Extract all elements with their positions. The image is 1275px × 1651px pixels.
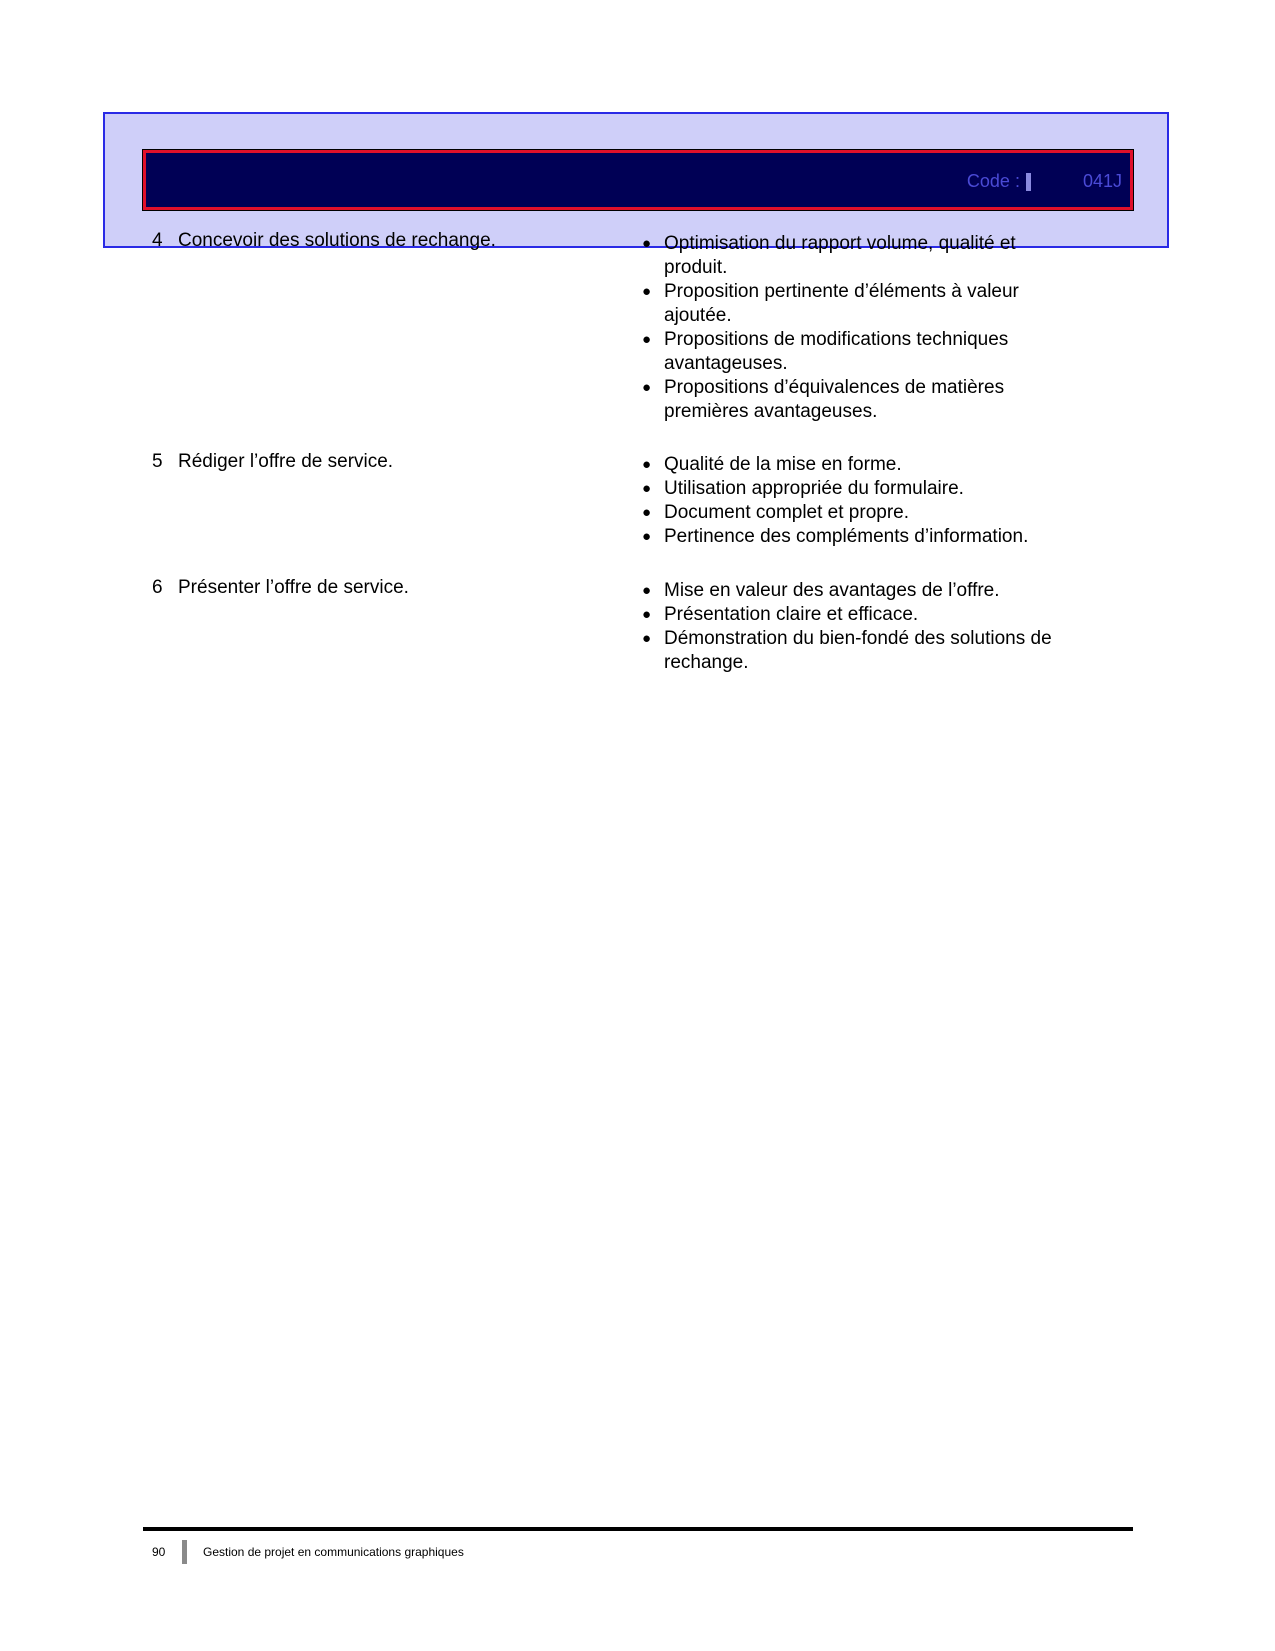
code-label [967,171,1122,192]
step-title [152,577,642,599]
list-item [642,501,1082,525]
step-title-text: Concevoir des solutions de rechange. [178,230,496,251]
bullet-icon: ● [642,379,652,396]
bullet-icon: ● [642,504,652,521]
criteria-list [642,579,1082,675]
list-item [642,453,1082,477]
bullet-icon: ● [642,456,652,473]
criterion-text: Mise en valeur des avantages de l’offre. [664,580,1000,601]
criteria-list [642,453,1082,549]
step-title-text: Présenter l’offre de service. [178,577,409,598]
criteria-list [642,232,1082,424]
footer-title: Gestion de projet en communications graphiques [203,1545,464,1559]
criterion-text: Propositions d’équivalences de matières premières avantageuses. [664,377,1005,422]
list-item [642,232,1082,280]
footer [152,1540,464,1564]
page-number: 90 [152,1545,166,1559]
criterion-text: Présentation claire et efficace. [664,604,919,625]
criterion-text: Document complet et propre. [664,502,910,523]
bullet-icon: ● [642,283,652,300]
step-number: 4 [152,230,163,251]
bullet-icon: ● [642,528,652,545]
list-item [642,328,1082,376]
list-item [642,603,1082,627]
step-title [152,230,642,252]
criterion-text: Qualité de la mise en forme. [664,454,902,475]
criterion-text: Proposition pertinente d’éléments à valeur ajoutée. [664,281,1019,326]
bullet-icon: ● [642,582,652,599]
bullet-icon: ● [642,235,652,252]
bullet-icon: ● [642,331,652,348]
criterion-text: Propositions de modifications techniques avantageuses. [664,329,1009,374]
footer-separator [182,1540,187,1564]
header-bar [143,150,1133,210]
bullet-icon: ● [642,630,652,647]
list-item [642,579,1082,603]
step-number: 6 [152,577,163,598]
list-item [642,376,1082,424]
bullet-icon: ● [642,606,652,623]
code-separator [1026,173,1031,191]
step-number: 5 [152,451,163,472]
list-item [642,627,1082,675]
step-title-text: Rédiger l’offre de service. [178,451,394,472]
criterion-text: Pertinence des compléments d’information. [664,526,1029,547]
list-item [642,280,1082,328]
code-value: 041J [1082,171,1122,191]
criterion-text: Optimisation du rapport volume, qualité et produit. [664,233,1016,278]
criterion-text: Utilisation appropriée du formulaire. [664,478,964,499]
criterion-text: Démonstration du bien-fondé des solutions de rechange. [664,628,1052,673]
list-item [642,525,1082,549]
footer-rule [143,1527,1133,1531]
bullet-icon: ● [642,480,652,497]
list-item [642,477,1082,501]
code-label-text: Code : [966,171,1020,191]
step-title [152,451,642,473]
